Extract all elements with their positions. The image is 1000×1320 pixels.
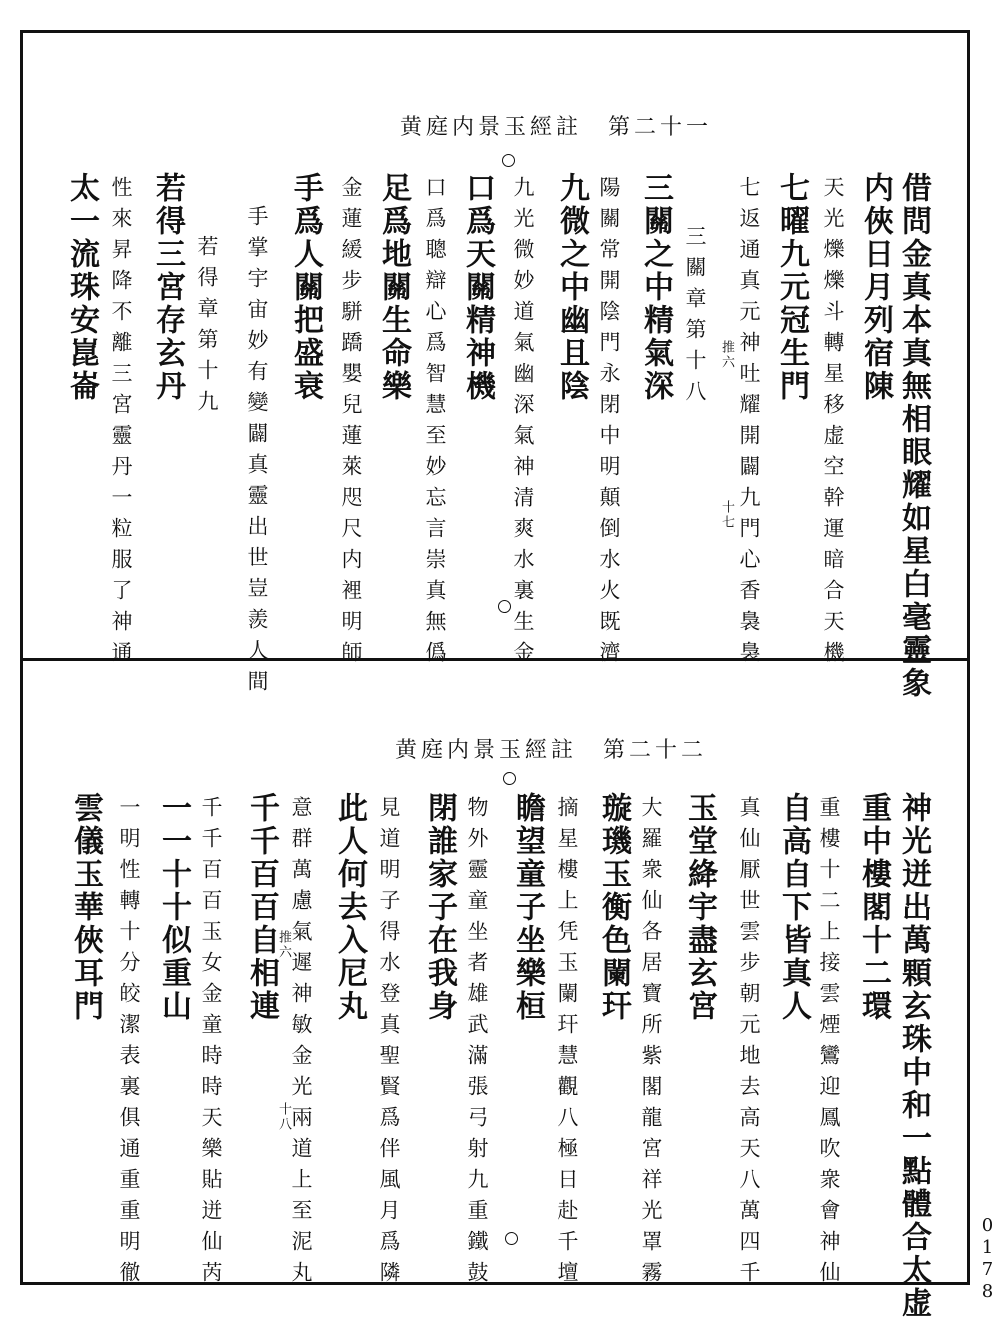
top-text-column: 借問金真本真無相眼耀如星白毫靈象 [896,172,931,700]
top-text-column: 若得章第十九 [195,235,219,421]
bottom-text-column: 意群萬慮氣遲神敏金光兩道上至泥丸 [289,796,313,1292]
bottom-text-column: 瞻望童子坐樂桓 [510,792,545,1023]
binding-hole-mark [505,1232,518,1245]
bottom-text-column: 真仙厭世雲步朝元地去高天八萬四千 [737,796,761,1292]
top-text-column: 七返通真元神吐耀開闢九門心香裊裊 [737,176,761,672]
top-text-column: 手爲人關把盛衰 [288,172,323,403]
top-text-column: 九微之中幽且陰 [554,172,589,403]
bottom-text-column: 大羅衆仙各居寶所紫閣龍宮祥光罩霧 [639,796,663,1292]
top-margin-note: 推六 [719,340,734,370]
bottom-text-column: 重樓十二上接雲煙鸞迎鳳吹衆會神仙 [817,796,841,1292]
top-text-column: 足爲地關生命樂 [376,172,411,403]
bottom-text-column: 雲儀玉華俠耳門 [68,792,103,1023]
bottom-text-column: 自高自下皆真人 [776,792,811,1023]
top-text-column: 太一流珠安崑崙 [64,172,99,403]
top-text-column: 金蓮緩步駢蹻嬰兒蓮萊咫尺内裡明師 [339,176,363,672]
top-text-column: 手掌宇宙妙有變闢真靈出世豈羨人間 [245,205,269,701]
bottom-text-column: 神光迸出萬顆玄珠中和一點體合太虚 [896,792,931,1320]
top-text-column: 三關章第十八 [683,225,707,411]
bottom-text-column: 璇璣玉衡色闌玕 [596,792,631,1023]
top-text-column: 七曜九元冠生門 [774,172,809,403]
binding-hole-mark [498,600,511,613]
bottom-text-column: 物外靈童坐者雄武滿張弓射九重鐵鼓 [465,796,489,1292]
bottom-running-header: 黄庭内景玉經註 第二十二 [395,738,708,763]
top-text-column: 性來昇降不離三宮靈丹一粒服了神通 [109,176,133,672]
top-text-column: 陽關常開陰門永閉中明顛倒水火既濟 [597,176,621,672]
top-text-column: 若得三宮存玄丹 [150,172,185,403]
top-running-header: 黄庭内景玉經註 第二十一 [400,115,713,140]
bottom-text-column: 見道明子得水登真聖賢爲伴風月爲隣 [377,796,401,1292]
binding-hole-mark [503,772,516,785]
top-text-column: 天光爍爍斗轉星移虚空幹運暗合天機 [821,176,845,672]
bottom-text-column: 千千百百玉女金童時時天樂貼迸仙芮 [199,796,223,1292]
bottom-text-column: 閉誰家子在我身 [422,792,457,1023]
bottom-text-column: 玉堂絳宇盡玄宮 [682,792,717,1023]
top-text-column: 口爲天關精神機 [460,172,495,403]
bottom-folio-note: 十八 [276,1102,291,1132]
top-text-column: 口爲聰辯心爲智慧至妙忘言崇真無僞 [423,176,447,672]
bottom-text-column: 千千百百自相連 [244,792,279,1023]
bottom-text-column: 摘星樓上凭玉闌玕慧觀八極日赴千壇 [555,796,579,1292]
page-number: 0178 [977,1215,998,1303]
binding-hole-mark [502,154,515,167]
bottom-text-column: 一一十十似重山 [156,792,191,1023]
bottom-text-column: 一明性轉十分皎潔表裏俱通重重明徹 [117,796,141,1292]
top-text-column: 九光微妙道氣幽深氣神清爽水裏生金 [511,176,535,672]
top-text-column: 三關之中精氣深 [638,172,673,403]
top-text-column: 内俠日月列宿陳 [858,172,893,403]
bottom-text-column: 此人何去入尼丸 [332,792,367,1023]
bottom-margin-note: 推六 [276,930,291,960]
top-folio-note: 十七 [719,500,734,530]
bottom-text-column: 重中樓閣十二環 [856,792,891,1023]
